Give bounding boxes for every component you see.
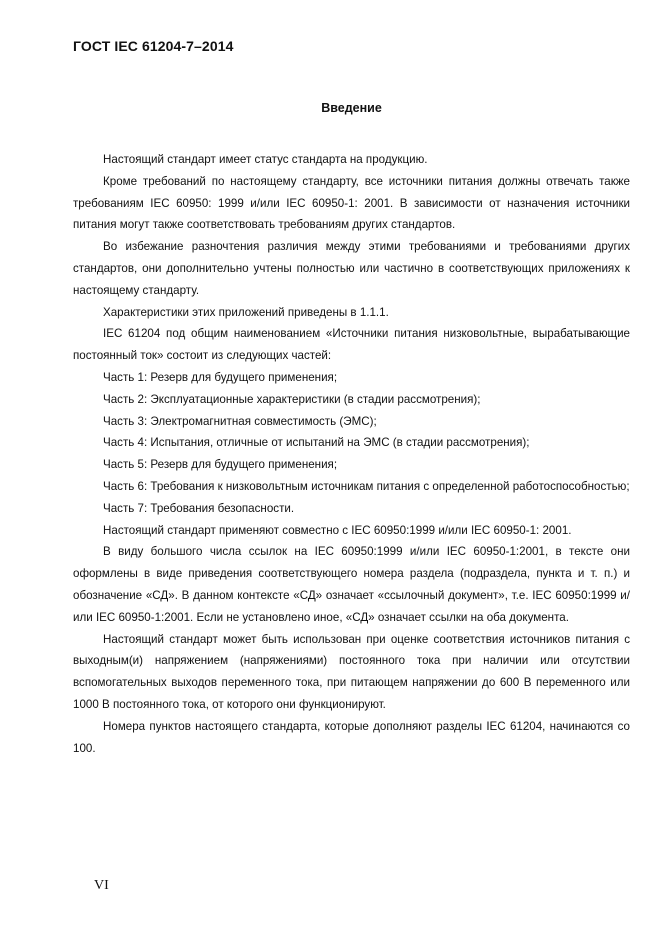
paragraph: Характеристики этих приложений приведены в 1.1.1.	[103, 305, 389, 319]
document-body	[73, 149, 630, 759]
page-number: VI	[94, 878, 109, 893]
list-item: Часть 6: Требования к низковольтным источникам питания с определенной работоспособностью;	[103, 479, 630, 493]
list-item: Часть 1: Резерв для будущего применения;	[103, 370, 338, 384]
paragraph: Номера пунктов настоящего стандарта, которые дополняют разделы IEC 61204, начинаются со 100.	[73, 719, 630, 755]
document-header: ГОСТ IEC 61204-7–2014	[73, 38, 234, 54]
paragraph: IEC 61204 под общим наименованием «Источники питания низковольтные, вырабатывающие постоянный ток» состоит из следующих частей:	[73, 327, 630, 363]
paragraph: Кроме требований по настоящему стандарту, все источники питания должны отвечать также требованиям IEC 60950: 1999 и/или IEC 60950-1: 2001. В зависимости от назначения источники питания могут также соответствовать требованиям других стандартов.	[73, 174, 630, 232]
list-item: Часть 5: Резерв для будущего применения;	[103, 458, 338, 472]
list-item: Часть 3: Электромагнитная совместимость (ЭМС);	[103, 414, 377, 428]
paragraph: Настоящий стандарт может быть использован при оценке соответствия источников питания с выходным(и) напряжением (напряжениями) постоянного тока при наличии или отсутствии вспомогательных выходов переменного тока, при питающем напряжении до 600 В переменного или 1000 В постоянного тока, от которого они функционируют.	[73, 632, 630, 711]
paragraph: Настоящий стандарт имеет статус стандарта на продукцию.	[103, 153, 428, 166]
paragraph: Во избежание разночтения различия между этими требованиями и требованиями других стандартов, они дополнительно учтены полностью или частично в соответствующих приложениях к настоящему стандарту.	[73, 240, 630, 297]
paragraph: В виду большого числа ссылок на IEC 60950:1999 и/или IEC 60950-1:2001, в тексте они оформлены в виде приведения соответствующего номера раздела (подраздела, пункта и т. п.) и обозначение «СД». В данном контексте «СД» означает «ссылочный документ», т.е. IEC 60950:1999 и/или IEC 60950-1:2001. Если не установлено иное, «СД» означает ссылки на оба документа.	[73, 545, 630, 624]
paragraph: Настоящий стандарт применяют совместно с IEC 60950:1999 и/или IEC 60950-1: 2001.	[103, 523, 572, 537]
list-item: Часть 2: Эксплуатационные характеристики (в стадии рассмотрения);	[103, 392, 481, 406]
section-title: Введение	[321, 101, 382, 115]
list-item: Часть 7: Требования безопасности.	[103, 501, 295, 515]
list-item: Часть 4: Испытания, отличные от испытаний на ЭМС (в стадии рассмотрения);	[103, 436, 530, 450]
